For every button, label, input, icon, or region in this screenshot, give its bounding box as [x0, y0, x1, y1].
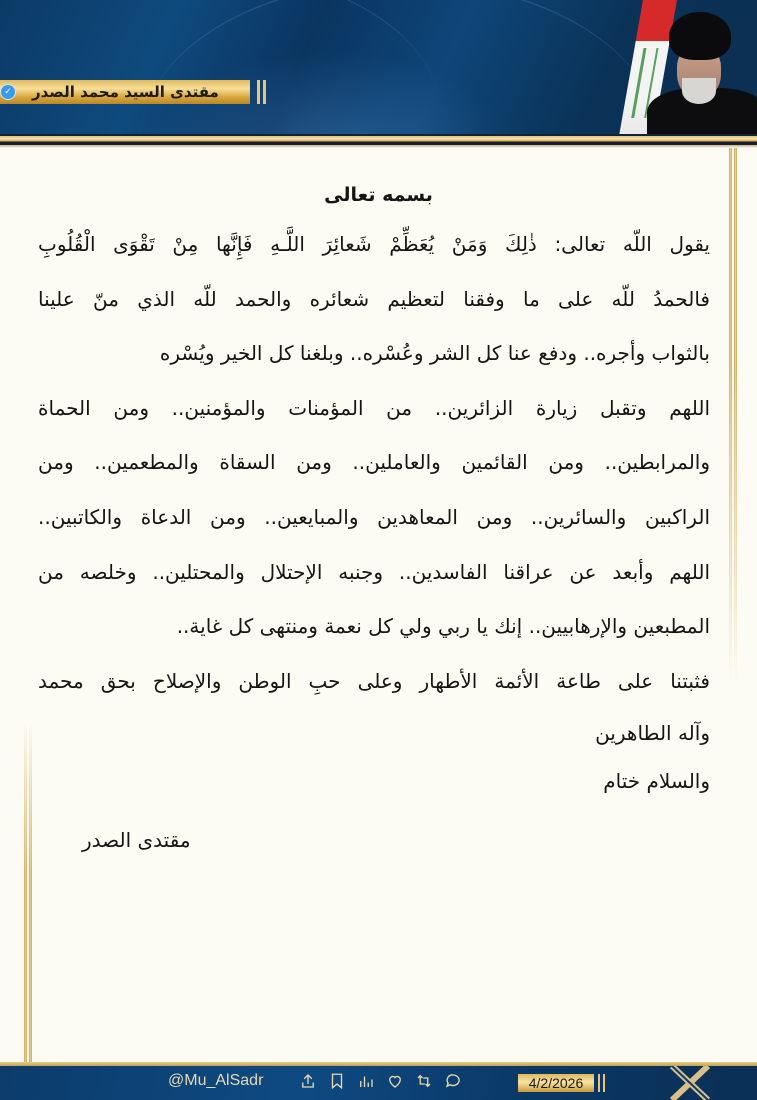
statement-document [0, 148, 757, 1062]
portrait-beard [682, 78, 716, 104]
portrait-turban [669, 12, 731, 60]
post-actions [298, 1071, 463, 1091]
statement-line: اللهم وأبعد عن عراقنا الفاسدين.. وجنبه الإحتلال والمحتلين.. وخلصه من [38, 559, 710, 584]
verified-badge-icon: ✓ [0, 84, 16, 100]
footer-bar [0, 1066, 757, 1100]
statement-line: والسلام ختام [603, 769, 710, 794]
x-logo-icon [660, 1066, 720, 1100]
heart-icon[interactable] [385, 1071, 405, 1091]
statement-line: فثبتنا على طاعة الأئمة الأطهار وعلى حبِ الوطن والإصلاح بحق محمد [38, 668, 710, 693]
account-name: مقتدى السيد محمد الصدر [32, 83, 219, 101]
share-icon[interactable] [298, 1071, 318, 1091]
comment-icon[interactable] [443, 1071, 463, 1091]
statement-line: فالحمدُ للّه على ما وفقنا لتعظيم شعائره والحمد للّه الذي منّ علينا [38, 286, 710, 311]
statement-line: بالثواب وأجره.. ودفع عنا كل الشر وعُسْره.. وبلغنا كل الخير ويُسْره [159, 341, 710, 366]
statement-line: والمرابطين.. ومن القائمين والعاملين.. ومن السقاة والمطعمين.. ومن [38, 450, 710, 475]
statement-line: وآله الطاهرين [595, 721, 710, 746]
statement-line: الراكبين والسائرين.. ومن المعاهدين والمبايعين.. ومن الدعاة والكاتبين.. [38, 504, 710, 529]
account-name-plate [0, 80, 250, 104]
statement-line: يقول اللّه تعالى: ذٰلِكَ وَمَنْ يُعَظِّمْ شَعائِرَ اللَّـهِ فَإِنَّها مِنْ تَقْوَى الْقُلُوبِ [38, 232, 710, 256]
header-banner [0, 0, 757, 136]
portrait-image [587, 0, 757, 136]
signature: مقتدى الصدر [82, 828, 191, 852]
statement-line: المطبعين والإرهابيين.. إنك يا ربي ولي كل نعمة ومنتهى كل غاية.. [176, 614, 710, 639]
document-title: بسمه تعالى [324, 184, 433, 206]
plate-bars [252, 80, 266, 104]
repost-icon[interactable] [414, 1071, 434, 1091]
top-gold-divider [0, 134, 757, 148]
account-handle[interactable]: @Mu_AlSadr [168, 1072, 264, 1089]
date-plate-bars [598, 1074, 605, 1092]
statement-body [38, 224, 710, 811]
statement-line: اللهم وتقبل زيارة الزائرين.. من المؤمنات والمؤمنين.. ومن الحماة [38, 395, 710, 420]
bar-chart-icon[interactable] [356, 1071, 376, 1091]
post-date: 4/2/2026 [518, 1074, 594, 1092]
bookmark-icon[interactable] [327, 1071, 347, 1091]
